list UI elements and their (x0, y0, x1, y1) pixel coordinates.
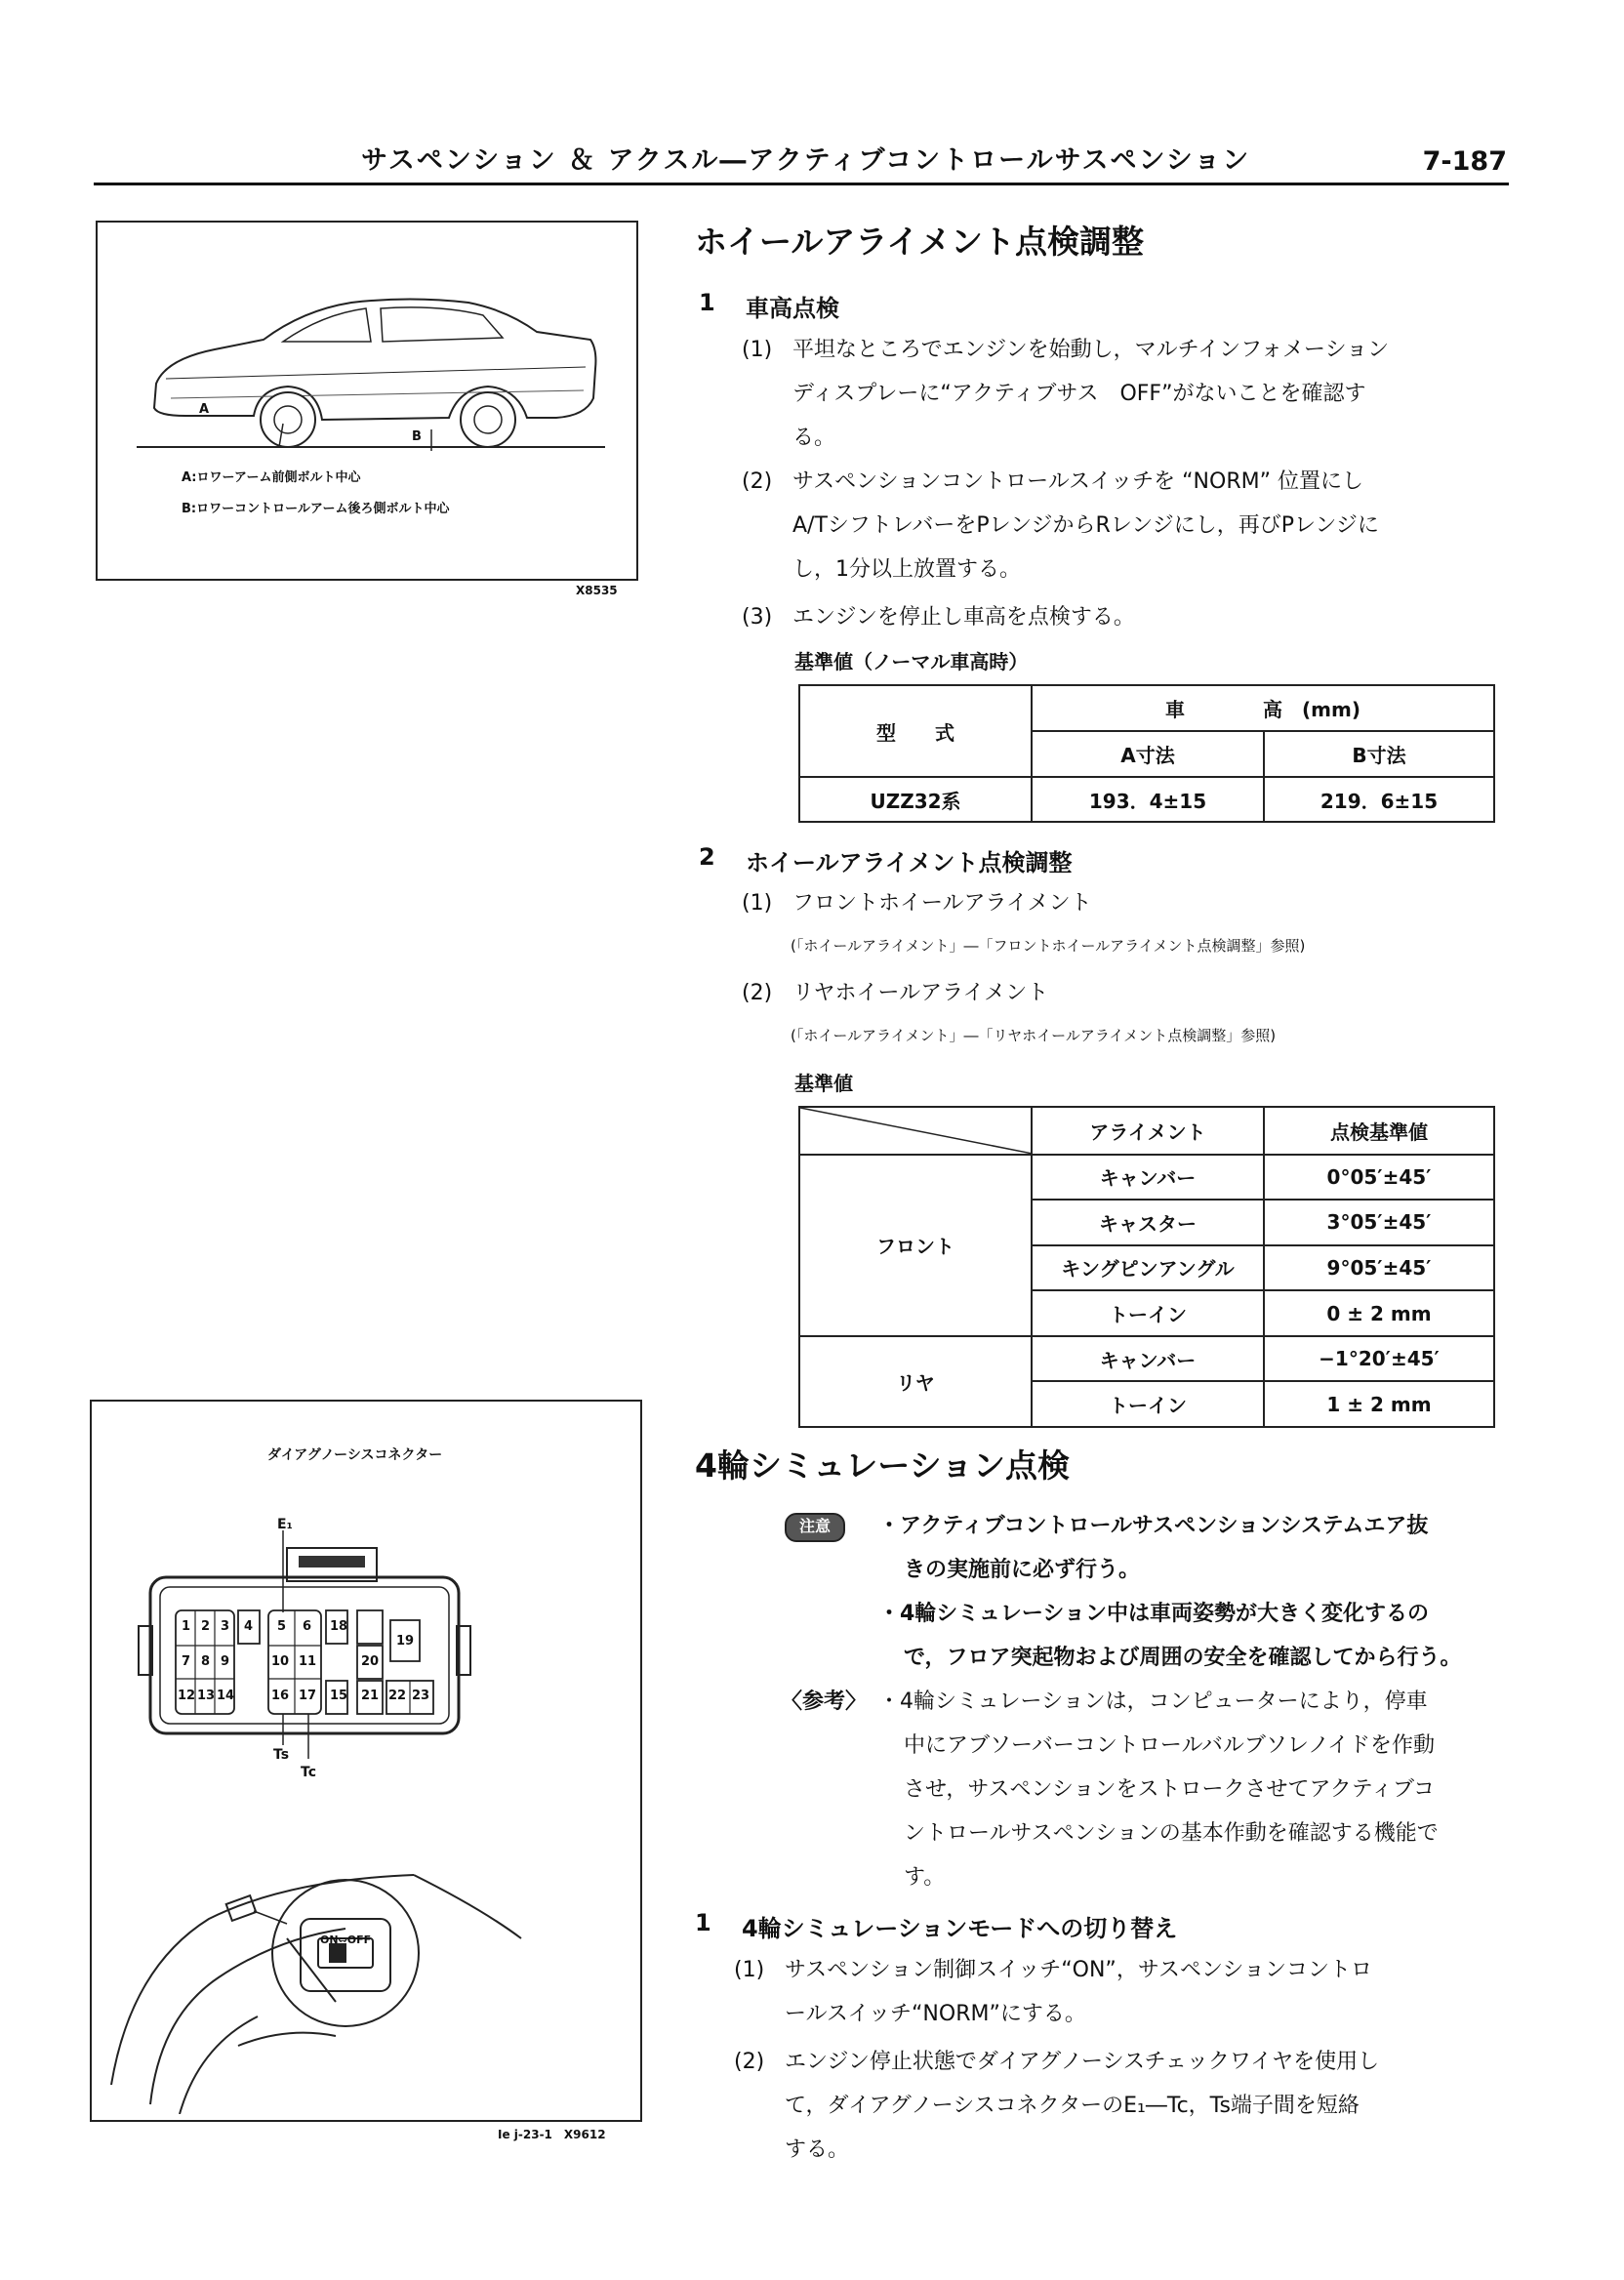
sim-item-2-line-1: エンジン停止状態でダイアグノーシスチェックワイヤを使用し (785, 2050, 1380, 2074)
sim-item-2-line-2: て，ダイアグノーシスコネクターのE₁―Tc，Ts端子間を短絡 (785, 2094, 1360, 2118)
item-1-line-2: ディスプレーに“アクティブサス OFF”がないことを確認す (792, 382, 1366, 406)
caution-line-3: ・4輪シミュレーション中は車両姿勢が大きく変化するの (878, 1602, 1429, 1626)
item-2-line-1: サスペンションコントロールスイッチを “NORM” 位置にし (792, 469, 1363, 494)
pin-label: 7 (182, 1654, 191, 1669)
front-alignment-ref: (「ホイールアライメント」―「フロントホイールアライメント点検調整」参照) (791, 937, 1306, 955)
rear-group-label: リヤ (799, 1336, 1032, 1427)
tc-label: Tc (301, 1765, 316, 1780)
a-dimension-header: A寸法 (1032, 731, 1264, 777)
pin-label: 6 (303, 1619, 312, 1634)
pin-label: 23 (412, 1689, 430, 1703)
car-side-illustration (98, 242, 636, 457)
caution-line-4: で，フロア突起物および周囲の安全を確認してから行う。 (904, 1646, 1462, 1670)
row-item: キャンバー (1032, 1155, 1264, 1201)
step2-number: 2 (699, 843, 715, 871)
pin-label: 22 (388, 1689, 407, 1703)
pin-label: 11 (299, 1654, 317, 1669)
reference-line-3: させ，サスペンションをストロークさせてアクティブコ (904, 1777, 1435, 1802)
rear-alignment-ref: (「ホイールアライメント」―「リヤホイールアライメント点検調整」参照) (791, 1027, 1277, 1044)
sim-item-1-line-1: サスペンション制御スイッチ“ON”，サスペンションコントロ (785, 1958, 1372, 1982)
pin-label: 10 (271, 1654, 290, 1669)
step1-number: 1 (699, 289, 715, 316)
section-title-simulation: 4輪シミュレーション点検 (695, 1446, 1070, 1485)
section-title-alignment: ホイールアライメント点検調整 (695, 223, 1145, 261)
rear-alignment-number: (2) (742, 981, 773, 1005)
row-item: トーイン (1032, 1290, 1264, 1336)
pin-label: 9 (221, 1654, 230, 1669)
pin-label: 13 (197, 1689, 216, 1703)
step1-heading: 車高点検 (746, 295, 839, 322)
page-number: 7-187 (1422, 146, 1507, 177)
fig1-code: X8535 (576, 584, 618, 597)
row-value: 0°05′±45′ (1264, 1155, 1494, 1201)
pin-label: 5 (277, 1619, 287, 1634)
engine-compartment-illustration (92, 1792, 640, 2114)
pin-label: 2 (201, 1619, 211, 1634)
row-value: −1°20′±45′ (1264, 1336, 1494, 1382)
pin-label: 16 (271, 1689, 290, 1703)
e1-label: E₁ (277, 1517, 293, 1532)
reference-line-2: 中にアブソーバーコントロールバルブソレノイドを作動 (904, 1733, 1436, 1758)
a-dimension-value: 193．4±15 (1032, 777, 1264, 822)
header-rule (94, 183, 1509, 185)
reference-line-4: ントロールサスペンションの基本作動を確認する機能で (904, 1821, 1439, 1846)
model-cell: UZZ32系 (799, 777, 1032, 822)
front-group-label: フロント (799, 1155, 1032, 1336)
rear-alignment-text: リヤホイールアライメント (792, 981, 1049, 1005)
item-3-text: エンジンを停止し車高を点検する。 (792, 605, 1135, 630)
sim-item-1-line-2: ールスイッチ“NORM”にする。 (785, 2002, 1086, 2026)
sim-item-2-line-3: する。 (785, 2138, 850, 2162)
row-item: キャスター (1032, 1200, 1264, 1245)
pin-label: 12 (178, 1689, 196, 1703)
pin-label: 18 (330, 1619, 348, 1634)
front-alignment-number: (1) (742, 891, 773, 916)
item-3-number: (3) (742, 605, 773, 630)
row-value: 1 ± 2 mm (1264, 1381, 1494, 1427)
caution-badge (785, 1513, 845, 1542)
pin-label: 15 (330, 1689, 348, 1703)
diagonal-header-cell (799, 1107, 1032, 1155)
sim-item-1-number: (1) (734, 1958, 765, 1982)
switch-label: ON⇔OFF (320, 1934, 372, 1946)
std-value-col-header: 点検基準値 (1264, 1107, 1494, 1155)
row-item: トーイン (1032, 1381, 1264, 1427)
caution-badge-label: 注意 (798, 1517, 831, 1535)
ride-height-std-label: 基準値（ノーマル車高時） (794, 650, 1029, 673)
item-2-number: (2) (742, 469, 773, 494)
pin-label: 8 (201, 1654, 211, 1669)
row-item: キングピンアングル (1032, 1245, 1264, 1291)
front-alignment-text: フロントホイールアライメント (792, 891, 1092, 916)
caution-line-2: きの実施前に必ず行う。 (904, 1558, 1141, 1582)
row-value: 9°05′±45′ (1264, 1245, 1494, 1291)
fig1-legend-a: A:ロワーアーム前側ボルト中心 (182, 470, 361, 485)
row-value: 3°05′±45′ (1264, 1200, 1494, 1245)
pin-label: 4 (244, 1619, 254, 1634)
reference-line-1: ・4輪シミュレーションは，コンピューターにより，停車 (878, 1690, 1428, 1714)
ts-label: Ts (273, 1747, 290, 1763)
item-1-line-3: る。 (792, 426, 836, 450)
pin-label: 14 (217, 1689, 235, 1703)
pin-label: 17 (299, 1689, 317, 1703)
b-dimension-header: B寸法 (1264, 731, 1494, 777)
sim-item-2-number: (2) (734, 2050, 765, 2074)
item-1-number: (1) (742, 338, 773, 362)
fig2-title: ダイアグノーシスコネクター (267, 1447, 443, 1463)
item-1-line-1: 平坦なところでエンジンを始動し，マルチインフォメーション (792, 338, 1390, 362)
caution-line-1: ・アクティブコントロールサスペンションシステムエア抜 (878, 1514, 1429, 1538)
alignment-table (798, 1106, 1495, 1428)
height-header: 車 高 (mm) (1032, 685, 1494, 731)
pin-label: 20 (361, 1654, 380, 1669)
item-2-line-3: し，1分以上放置する。 (792, 557, 1021, 582)
row-value: 0 ± 2 mm (1264, 1290, 1494, 1336)
sim-step1-heading: 4輪シミュレーションモードへの切り替え (742, 1915, 1178, 1942)
ride-height-figure (96, 221, 638, 581)
b-dimension-value: 219．6±15 (1264, 777, 1494, 822)
pin-label: 21 (361, 1689, 380, 1703)
row-item: キャンバー (1032, 1336, 1264, 1382)
fig2-code: Ie j-23-1 X9612 (498, 2128, 606, 2141)
pin-label: 3 (221, 1619, 230, 1634)
fig1-label-a: A (199, 402, 210, 417)
fig1-label-b: B (412, 429, 422, 444)
reference-line-5: す。 (904, 1865, 946, 1890)
sim-step1-number: 1 (695, 1909, 711, 1936)
ride-height-table (798, 684, 1495, 823)
page-header-title: サスペンション ＆ アクスル―アクティブコントロールサスペンション (361, 145, 1251, 176)
item-2-line-2: A/TシフトレバーをPレンジからRレンジにし，再びPレンジに (792, 513, 1379, 538)
diagnosis-connector-figure (90, 1400, 642, 2122)
pin-label: 1 (182, 1619, 191, 1634)
step2-heading: ホイールアライメント点検調整 (746, 849, 1073, 876)
reference-label: 〈参考〉 (781, 1690, 868, 1714)
alignment-std-label: 基準値 (794, 1072, 853, 1095)
alignment-col-header: アライメント (1032, 1107, 1264, 1155)
connector-diagram (92, 1519, 640, 1772)
pin-label: 19 (396, 1634, 415, 1649)
model-header: 型 式 (799, 685, 1032, 777)
fig1-legend-b: B:ロワーコントロールアーム後ろ側ボルト中心 (182, 502, 450, 516)
